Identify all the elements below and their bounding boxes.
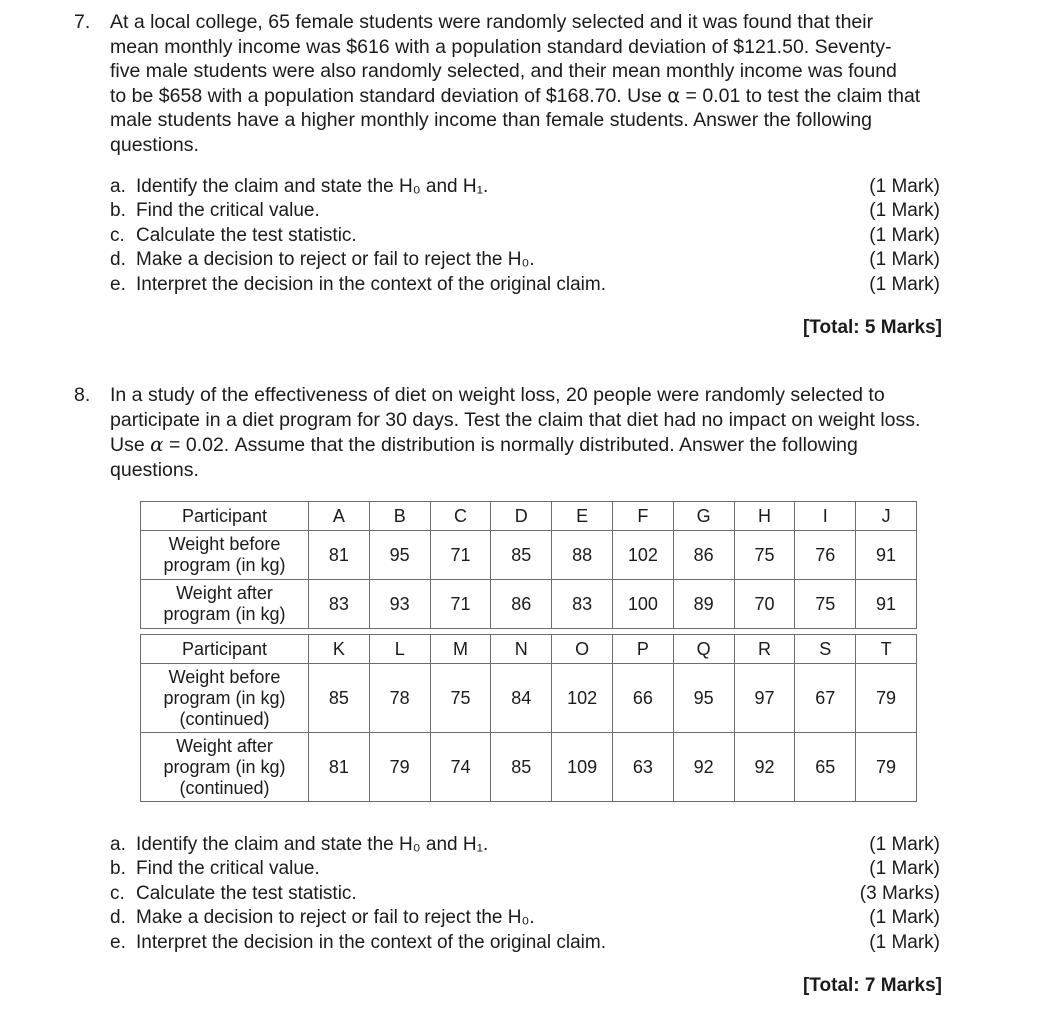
column-header: G (673, 502, 734, 531)
table-cell: 81 (309, 531, 370, 580)
question-8-line-1: In a study of the effectiveness of diet on weight loss, 20 people were randomly selected to (110, 384, 885, 406)
column-header: B (369, 502, 430, 531)
table-cell: 71 (430, 531, 491, 580)
subquestion-row (110, 224, 940, 248)
subquestion-text: Interpret the decision in the context of the original claim. (136, 273, 606, 295)
table-cell: 93 (369, 580, 430, 629)
question-7 (70, 10, 955, 158)
table-cell: 74 (430, 733, 491, 802)
table-cell: 75 (795, 580, 856, 629)
alpha-symbol: α (150, 432, 164, 457)
question-8-text (110, 383, 955, 482)
table-cell: 79 (856, 664, 917, 733)
table-row-header (141, 502, 917, 531)
question-8 (70, 383, 955, 482)
column-header: P (612, 635, 673, 664)
table-cell: 84 (491, 664, 552, 733)
subquestion-text: Make a decision to reject or fail to reject the H₀. (136, 907, 535, 929)
row-label-line-1: Weight after (176, 735, 273, 756)
subquestion-row (110, 199, 940, 223)
row-label-line-2: program (in kg) (163, 604, 286, 624)
question-8-line-3a: Use (110, 434, 151, 457)
subquestion-row (110, 248, 940, 272)
row-label-line-2: program (in kg) (163, 687, 286, 708)
column-header: C (430, 502, 491, 531)
row-label-line-2: program (in kg) (163, 555, 286, 575)
column-header: J (856, 502, 917, 531)
column-header: F (612, 502, 673, 531)
table-cell: 85 (491, 733, 552, 802)
subquestion-text: Calculate the test statistic. (136, 882, 357, 904)
table-cell: 70 (734, 580, 795, 629)
table-cell: 79 (369, 733, 430, 802)
table-cell: 86 (491, 580, 552, 629)
question-7-line-4a: to be $658 with a population standard deviation of $168.70. Use (110, 84, 668, 107)
table-cell: 81 (309, 733, 370, 802)
subquestion-marks: (1 Mark) (869, 834, 940, 855)
table-cell: 91 (856, 531, 917, 580)
table-cell: 78 (369, 664, 430, 733)
column-header: M (430, 635, 491, 664)
subquestion-row (110, 857, 940, 881)
table-row (141, 733, 917, 802)
table-cell: 91 (856, 580, 917, 629)
subquestion-marks: (1 Mark) (869, 176, 940, 197)
subquestion-marks: (3 Marks) (859, 882, 940, 904)
question-8-line-4: questions. (110, 458, 199, 481)
table-cell: 75 (430, 664, 491, 733)
table-cell: 100 (612, 580, 673, 629)
row-label-line-1: Weight before (168, 534, 281, 554)
row-label (141, 531, 309, 580)
column-header: S (795, 635, 856, 664)
row-label (141, 664, 309, 733)
question-7-line-2: mean monthly income was $616 with a population standard deviation of $121.50. Seventy- (110, 35, 892, 58)
question-8-line-3 (110, 432, 955, 458)
column-header: R (734, 635, 795, 664)
column-header: L (369, 635, 430, 664)
subquestion-letter: a. (110, 834, 126, 855)
column-header: D (491, 502, 552, 531)
table-cell: 63 (612, 733, 673, 802)
table-cell: 83 (552, 580, 613, 629)
row-label-line-2: program (in kg) (163, 756, 286, 777)
table-cell: 92 (734, 733, 795, 802)
table-cell: 79 (856, 733, 917, 802)
subquestion-text: Find the critical value. (136, 858, 320, 880)
question-7-line-3: five male students were also randomly selected, and their mean monthly income was found (110, 60, 897, 83)
subquestion-text: Calculate the test statistic. (136, 224, 357, 246)
subquestion-marks: (1 Mark) (869, 931, 940, 953)
table-row (141, 531, 917, 580)
question-7-line-1: At a local college, 65 female students were randomly selected and it was found that their (110, 11, 874, 33)
table-cell: 71 (430, 580, 491, 629)
table-cell: 88 (552, 531, 613, 580)
table-cell: 85 (491, 531, 552, 580)
row-label-line-1: Weight before (168, 666, 281, 687)
subquestion-letter: b. (110, 858, 126, 880)
column-header: H (734, 502, 795, 531)
question-7-line-5: male students have a higher monthly income than female students. Answer the following (110, 109, 873, 132)
subquestion-marks: (1 Mark) (869, 249, 940, 271)
subquestion-text: Find the critical value. (136, 200, 320, 222)
question-8-header (70, 383, 955, 482)
subquestion-text: Interpret the decision in the context of the original claim. (136, 931, 606, 953)
table-row-header (141, 635, 917, 664)
table-cell: 102 (552, 664, 613, 733)
subquestion-letter: c. (110, 224, 125, 246)
subquestion-letter: d. (110, 907, 126, 929)
table-cell: 95 (673, 664, 734, 733)
weights-table-k-t (140, 634, 917, 802)
column-header: E (552, 502, 613, 531)
column-header: I (795, 502, 856, 531)
question-7-line-6: questions. (110, 133, 199, 156)
question-8-line-2: participate in a diet program for 30 days. Test the claim that diet had no impact on weight loss. (110, 408, 921, 431)
question-7-line-4b: = 0.01 to test the claim that (680, 84, 921, 107)
subquestion-row (110, 273, 940, 297)
subquestion-marks: (1 Mark) (869, 907, 940, 929)
row-header-label: Participant (141, 502, 309, 531)
question-7-subquestions (110, 175, 940, 297)
subquestion-letter: c. (110, 882, 125, 904)
table-cell: 97 (734, 664, 795, 733)
table-row (141, 664, 917, 733)
subquestion-letter: a. (110, 176, 126, 197)
subquestion-row (110, 882, 940, 906)
row-label (141, 733, 309, 802)
table-cell: 85 (309, 664, 370, 733)
question-8-line-3b: = 0.02. Assume that the distribution is normally distributed. Answer the following (163, 434, 858, 457)
subquestion-marks: (1 Mark) (869, 273, 940, 295)
table-cell: 109 (552, 733, 613, 802)
column-header: A (309, 502, 370, 531)
row-label-line-3: (continued) (179, 777, 270, 798)
row-label (141, 580, 309, 629)
table-cell: 66 (612, 664, 673, 733)
column-header: T (856, 635, 917, 664)
table-cell: 75 (734, 531, 795, 580)
row-header-label: Participant (141, 635, 309, 664)
weights-table-a-j (140, 501, 917, 629)
subquestion-text: Identify the claim and state the H₀ and H₁. (136, 176, 489, 197)
column-header: O (552, 635, 613, 664)
alpha-symbol: α (667, 83, 681, 107)
subquestion-letter: d. (110, 249, 126, 271)
question-8-total-marks: [Total: 7 Marks] (802, 975, 942, 996)
table-cell: 92 (673, 733, 734, 802)
subquestion-letter: e. (110, 931, 126, 953)
question-7-header (70, 10, 955, 158)
column-header: N (491, 635, 552, 664)
subquestion-marks: (1 Mark) (869, 200, 940, 222)
subquestion-row (110, 931, 940, 955)
subquestion-row (110, 906, 940, 930)
table-cell: 89 (673, 580, 734, 629)
table-cell: 95 (369, 531, 430, 580)
table-cell: 102 (612, 531, 673, 580)
question-7-line-4 (110, 84, 955, 109)
subquestion-text: Make a decision to reject or fail to reject the H₀. (136, 249, 535, 271)
subquestion-row (110, 175, 940, 199)
subquestion-text: Identify the claim and state the H₀ and H₁. (136, 834, 489, 855)
table-cell: 65 (795, 733, 856, 802)
subquestion-letter: e. (110, 273, 126, 295)
question-7-text (110, 10, 955, 158)
table-cell: 76 (795, 531, 856, 580)
subquestion-row (110, 833, 940, 857)
question-7-total-marks: [Total: 5 Marks] (802, 317, 942, 338)
question-8-number: 8. (74, 384, 91, 406)
table-cell: 86 (673, 531, 734, 580)
subquestion-letter: b. (110, 200, 126, 222)
question-8-subquestions (110, 833, 940, 955)
table-cell: 67 (795, 664, 856, 733)
subquestion-marks: (1 Mark) (869, 224, 940, 246)
column-header: K (309, 635, 370, 664)
column-header: Q (673, 635, 734, 664)
row-label-line-1: Weight after (176, 583, 273, 603)
table-cell: 83 (309, 580, 370, 629)
table-row (141, 580, 917, 629)
subquestion-marks: (1 Mark) (869, 858, 940, 880)
question-7-number: 7. (74, 11, 91, 33)
row-label-line-3: (continued) (179, 708, 270, 729)
